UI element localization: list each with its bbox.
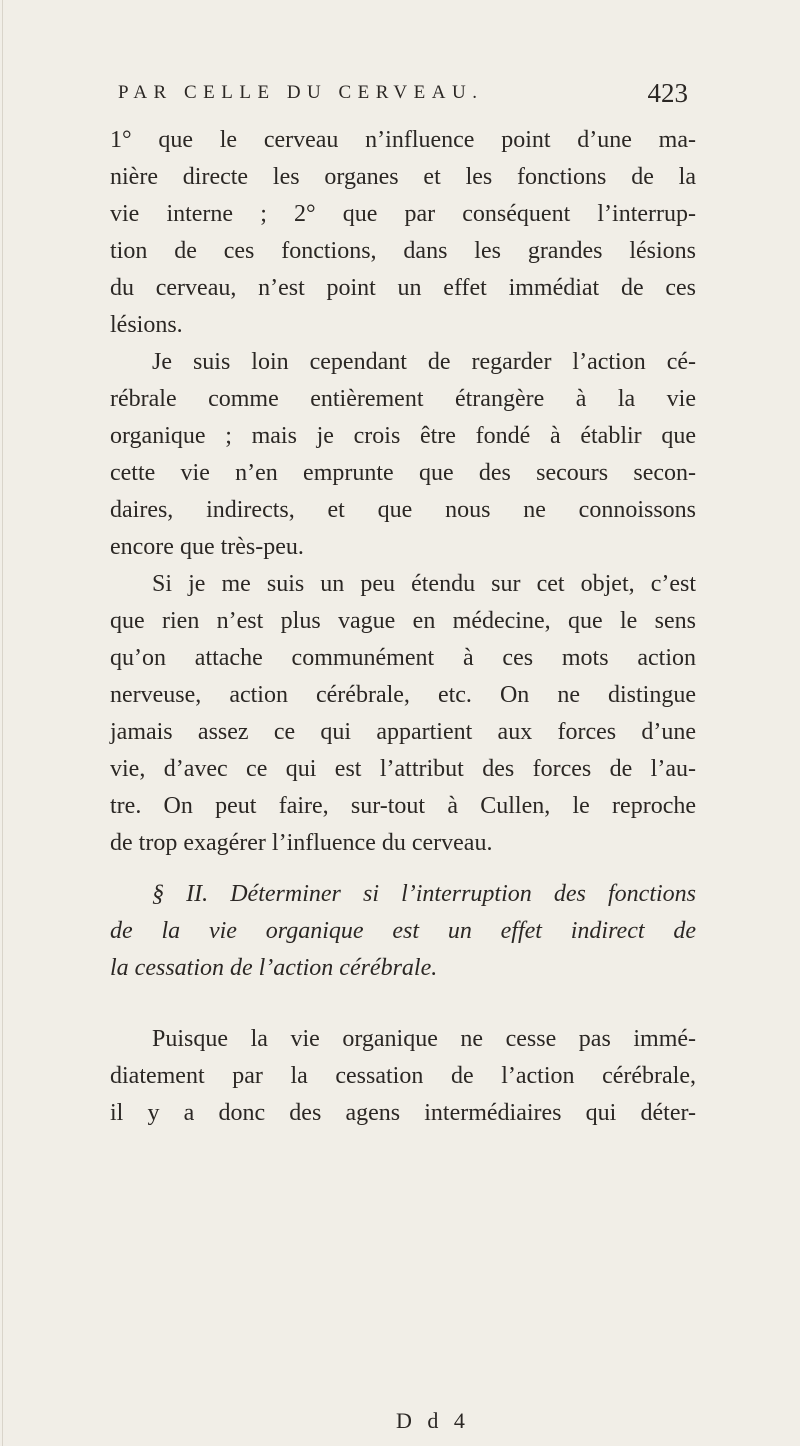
- text-line: tion de ces fonctions, dans les grandes lésions: [110, 238, 696, 264]
- text-line: de trop exagérer l’influence du cerveau.: [110, 830, 493, 856]
- text-line: daires, indirects, et que nous ne connoissons: [110, 497, 696, 523]
- paragraph-1: [110, 122, 696, 344]
- heading-line: de la vie organique est un effet indirect de: [110, 918, 696, 944]
- paragraph-2: [110, 344, 696, 566]
- text-line: 1° que le cerveau n’influence point d’une ma-: [110, 127, 696, 153]
- text-line: diatement par la cessation de l’action cérébrale,: [110, 1063, 696, 1089]
- spacer: [110, 987, 696, 1021]
- running-head: [118, 78, 688, 118]
- text-line: jamais assez ce qui appartient aux forces d’une: [110, 719, 696, 745]
- text-line: cette vie n’en emprunte que des secours secon-: [110, 460, 696, 486]
- page-number: 423: [647, 78, 688, 108]
- heading-line: la cessation de l’action cérébrale.: [110, 955, 438, 981]
- text-line: il y a donc des agens intermédiaires qui déter-: [110, 1100, 696, 1126]
- text-line: organique ; mais je crois être fondé à établir que: [110, 423, 696, 449]
- text-line: qu’on attache communément à ces mots action: [110, 645, 696, 671]
- text-line: nière directe les organes et les fonctions de la: [110, 164, 696, 190]
- text-line: du cerveau, n’est point un effet immédiat de ces: [110, 275, 696, 301]
- text-line: encore que très-peu.: [110, 534, 304, 560]
- body-text: [110, 122, 696, 1132]
- spacer: [110, 862, 696, 876]
- text-line: vie interne ; 2° que par conséquent l’interrup-: [110, 201, 696, 227]
- running-title: PAR CELLE DU CERVEAU.: [118, 82, 484, 103]
- text-line: vie, d’avec ce qui est l’attribut des forces de l’au-: [110, 756, 696, 782]
- signature-mark: D d 4: [396, 1408, 470, 1433]
- text-line: lésions.: [110, 312, 183, 338]
- text-line: Si je me suis un peu étendu sur cet objet, c’est: [152, 571, 696, 597]
- text-line: Puisque la vie organique ne cesse pas immé-: [152, 1026, 696, 1052]
- text-line: tre. On peut faire, sur-tout à Cullen, le reproche: [110, 793, 696, 819]
- text-line: Je suis loin cependant de regarder l’action cé-: [152, 349, 696, 375]
- paragraph-4: [110, 1021, 696, 1132]
- text-line: rébrale comme entièrement étrangère à la vie: [110, 386, 696, 412]
- text-line: nerveuse, action cérébrale, etc. On ne distingue: [110, 682, 696, 708]
- page-edge-shadow: [2, 0, 3, 1446]
- section-heading: [110, 876, 696, 987]
- text-line: que rien n’est plus vague en médecine, que le sens: [110, 608, 696, 634]
- paragraph-3: [110, 566, 696, 862]
- heading-line: § II. Déterminer si l’interruption des fonctions: [152, 881, 696, 907]
